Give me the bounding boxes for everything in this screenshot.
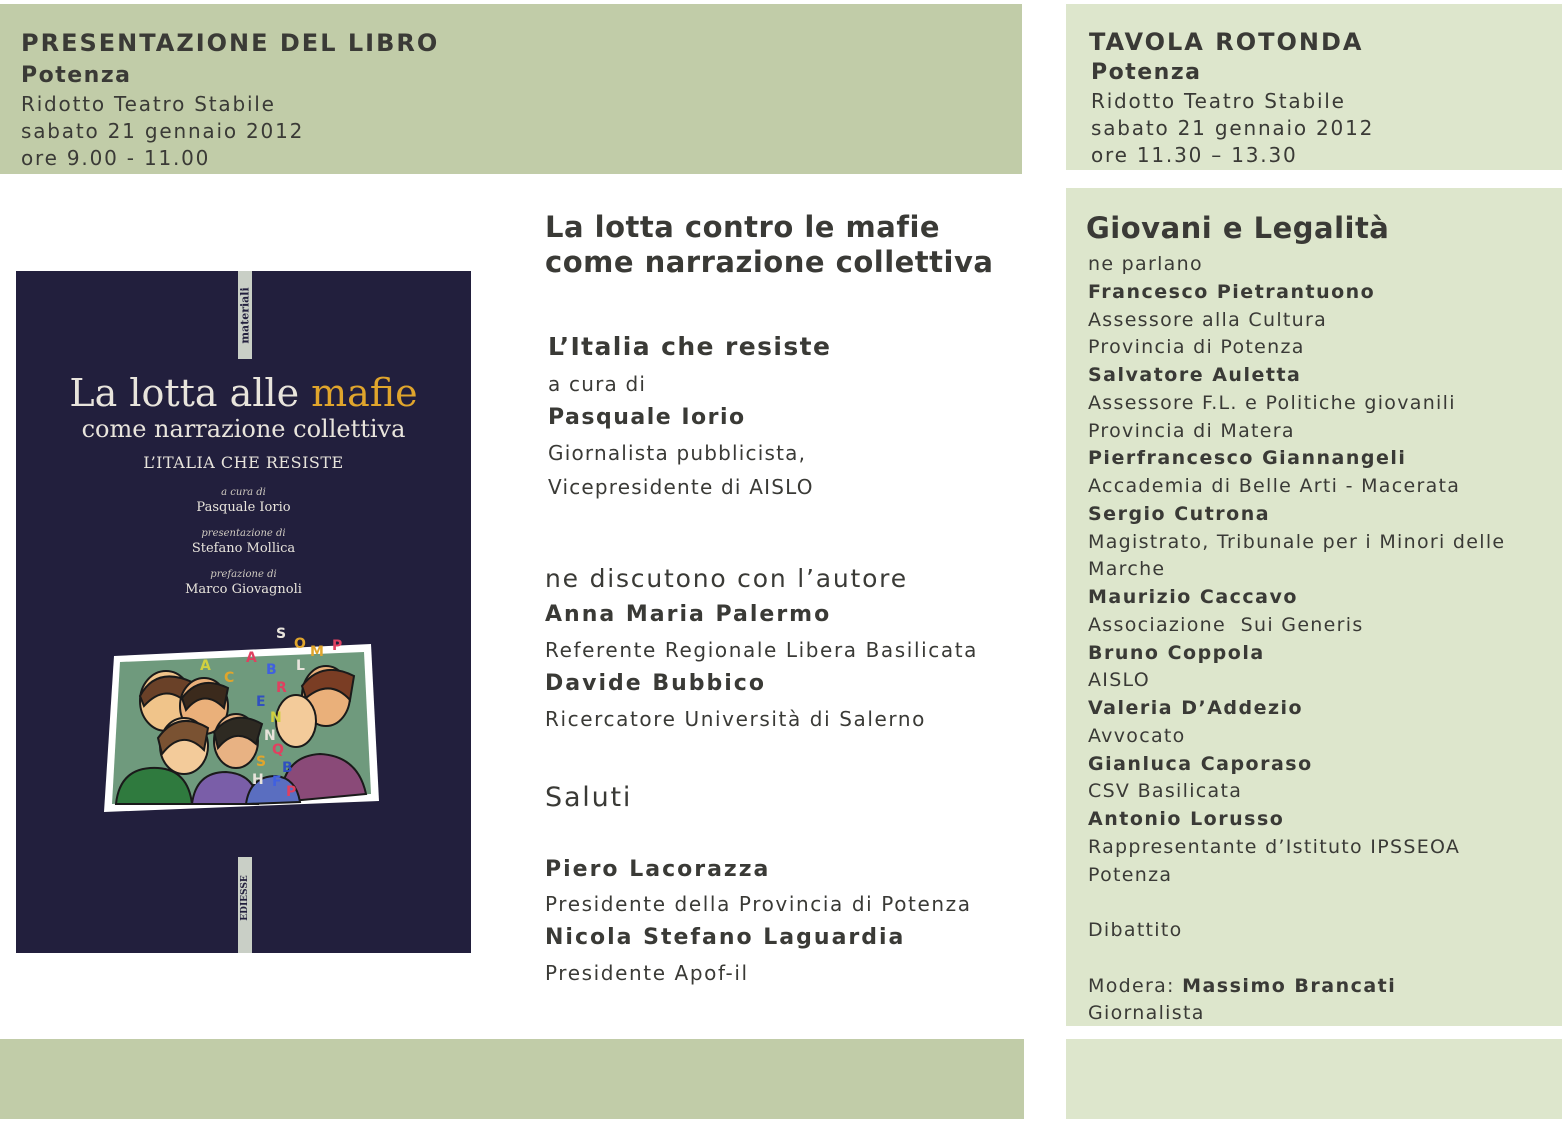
cover-letter: F <box>272 774 282 790</box>
cover-credit2-label: presentazione di <box>201 528 286 539</box>
cover-illustration <box>96 626 386 821</box>
cover-credit1-label: a cura di <box>221 487 266 498</box>
left-header-venue: Ridotto Teatro Stabile <box>21 92 276 116</box>
speaker-role: Magistrato, Tribunale per i Minori delle <box>1088 530 1506 553</box>
left-header-date: sabato 21 gennaio 2012 <box>21 119 305 143</box>
right-header-date: sabato 21 gennaio 2012 <box>1091 116 1375 140</box>
speaker-role: Assessore F.L. e Politiche giovanili <box>1088 391 1456 414</box>
speaker-role: Avvocato <box>1088 724 1186 747</box>
moderator-role: Giornalista <box>1088 1002 1205 1025</box>
book-title-line2: come narrazione collettiva <box>545 245 994 279</box>
speaker-name: Maurizio Caccavo <box>1088 586 1298 608</box>
moderator-label: Modera: <box>1088 974 1183 997</box>
speaker-role: Associazione Sui Generis <box>1088 613 1364 636</box>
cover-subtitle2: L’ITALIA CHE RESISTE <box>143 453 344 472</box>
speaker-role: Assessore alla Cultura <box>1088 308 1328 331</box>
cover-letter: N <box>270 710 282 726</box>
book-author: Pasquale Iorio <box>548 405 746 430</box>
speaker-role: AISLO <box>1088 669 1151 692</box>
cover-letter: A <box>246 650 257 666</box>
left-header-title: PRESENTAZIONE DEL LIBRO <box>21 29 440 57</box>
book-cover <box>16 271 471 953</box>
speaker-role: CSV Basilicata <box>1088 780 1243 803</box>
greeter-name: Piero Lacorazza <box>545 857 771 882</box>
greeter-role: Presidente Apof-il <box>545 961 749 985</box>
speaker-role: Accademia di Belle Arti - Macerata <box>1088 475 1461 497</box>
speaker-name: Bruno Coppola <box>1088 641 1265 664</box>
cover-publisher-text: EDIESSE <box>240 875 250 921</box>
speaker-name: Antonio Lorusso <box>1088 808 1285 830</box>
book-curated-label: a cura di <box>548 372 647 396</box>
speaker-role: Potenza <box>1088 863 1173 886</box>
cover-letter: N <box>264 728 276 744</box>
left-header-city: Potenza <box>21 63 132 88</box>
right-header-venue: Ridotto Teatro Stabile <box>1091 89 1346 113</box>
cover-credit2-name: Stefano Mollica <box>191 541 296 556</box>
right-header-time: ore 11.30 – 13.30 <box>1091 143 1298 167</box>
cover-title-main: La lotta alle <box>69 371 312 415</box>
cover-title-accent: mafie <box>311 371 418 415</box>
discussant-name: Davide Bubbico <box>545 671 766 696</box>
roundtable-intro: ne parlano <box>1088 253 1203 275</box>
cover-credit3-label: prefazione di <box>210 569 277 580</box>
speaker-role: Rappresentante d’Istituto IPSSEOA <box>1088 835 1461 858</box>
speaker-role: Provincia di Potenza <box>1088 336 1305 359</box>
debate-label: Dibattito <box>1088 919 1183 941</box>
cover-letter: M <box>310 644 324 660</box>
cover-letter: S <box>256 754 267 770</box>
footer-band-left <box>0 1039 1024 1119</box>
right-header-title: TAVOLA ROTONDA <box>1089 28 1364 56</box>
cover-title <box>16 371 471 415</box>
cover-series-label <box>238 279 252 357</box>
cover-letter: Q <box>272 742 284 758</box>
moderator-line <box>1088 973 1558 1001</box>
left-header-time: ore 9.00 - 11.00 <box>21 146 211 170</box>
cover-letter: R <box>276 680 287 696</box>
discuss-label: ne discutono con l’autore <box>545 564 908 593</box>
discussant-name: Anna Maria Palermo <box>545 602 832 627</box>
cover-credit3-name: Marco Giovagnoli <box>185 582 302 597</box>
speaker-name: Valeria D’Addezio <box>1088 697 1304 719</box>
cover-letter: S <box>276 626 287 642</box>
roundtable-title: Giovani e Legalità <box>1086 211 1390 245</box>
speaker-name: Pierfrancesco Giannangeli <box>1088 447 1407 470</box>
cover-letter: C <box>224 670 235 686</box>
greetings-label: Saluti <box>545 782 633 813</box>
cover-credit1-name: Pasquale Iorio <box>196 500 291 515</box>
cover-letter: L <box>296 658 305 674</box>
greeter-role: Presidente della Provincia di Potenza <box>545 892 972 916</box>
cover-letter: E <box>256 694 266 710</box>
speaker-role: Provincia di Matera <box>1088 419 1295 442</box>
speaker-role: Marche <box>1088 558 1166 581</box>
greeter-name: Nicola Stefano Laguardia <box>545 925 906 950</box>
discussant-role: Referente Regionale Libera Basilicata <box>545 638 979 662</box>
cover-publisher-label <box>238 871 252 931</box>
footer-band-right <box>1066 1039 1562 1119</box>
moderator-name: Massimo Brancati <box>1182 974 1397 997</box>
cover-letter: O <box>294 636 306 652</box>
book-author-role1: Giornalista pubblicista, <box>548 441 807 465</box>
cover-subtitle: come narrazione collettiva <box>81 415 406 443</box>
book-author-role2: Vicepresidente di AISLO <box>548 475 814 499</box>
speaker-name: Francesco Pietrantuono <box>1088 280 1376 303</box>
right-header-city: Potenza <box>1091 60 1202 85</box>
speaker-name: Gianluca Caporaso <box>1088 752 1313 775</box>
speaker-name: Salvatore Auletta <box>1088 364 1302 386</box>
cover-letter: P <box>286 784 297 800</box>
cover-letter: A <box>200 658 211 674</box>
cover-letter: P <box>332 638 343 654</box>
book-subtitle: L’Italia che resiste <box>548 332 832 361</box>
cover-letter: B <box>282 760 293 776</box>
cover-letter: B <box>266 662 277 678</box>
discussant-role: Ricercatore Università di Salerno <box>545 707 926 731</box>
cover-series-text: materiali <box>238 287 252 344</box>
book-title-line1: La lotta contro le mafie <box>545 210 941 244</box>
cover-letter: H <box>252 772 264 788</box>
speaker-list <box>1088 251 1558 1028</box>
speaker-name: Sergio Cutrona <box>1088 502 1271 525</box>
